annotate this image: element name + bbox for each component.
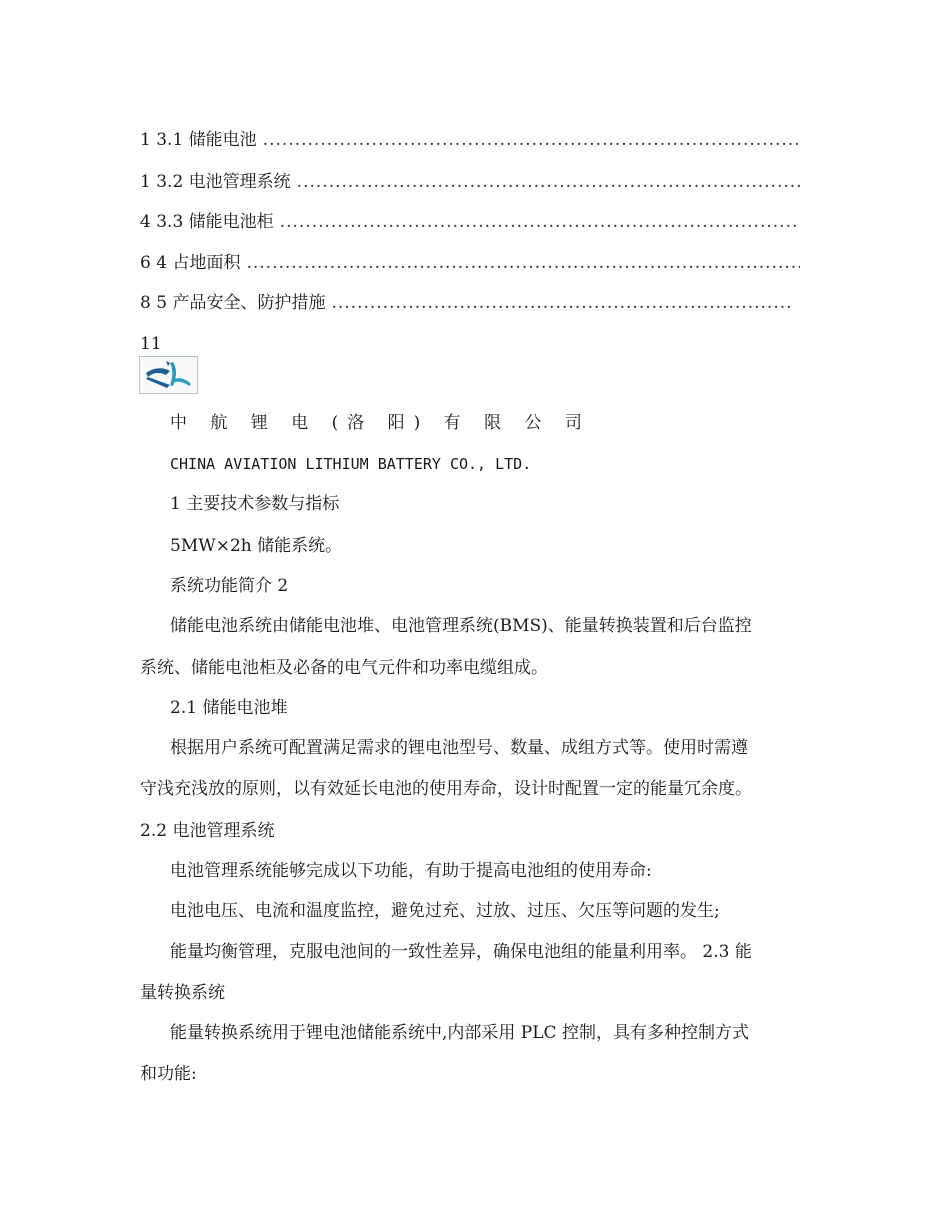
- paragraph-line: 能量转换系统用于锂电池储能系统中,内部采用 PLC 控制，具有多种控制方式: [170, 1023, 749, 1043]
- paragraph-line: 储能电池系统由储能电池堆、电池管理系统(BMS)、能量转换装置和后台监控: [170, 616, 752, 636]
- company-logo: [139, 356, 198, 394]
- company-name-en: CHINA AVIATION LITHIUM BATTERY CO., LTD.: [170, 455, 532, 473]
- paragraph-line: 和功能:: [140, 1064, 197, 1084]
- toc-entry[interactable]: [140, 129, 800, 151]
- toc-leader-dots: [297, 171, 800, 193]
- toc-entry[interactable]: [140, 252, 800, 274]
- toc-entry-text: 6 4 占地面积: [140, 253, 241, 273]
- paragraph-line: 守浅充浅放的原则，以有效延长电池的使用寿命，设计时配置一定的能量冗余度。: [140, 779, 752, 799]
- paragraph-line: 系统、储能电池柜及必备的电气元件和功率电缆组成。: [140, 658, 548, 678]
- toc-page-number: 11: [140, 334, 162, 354]
- toc-entry-text: 4 3.3 储能电池柜: [140, 212, 274, 232]
- toc-entry-text: 8 5 产品安全、防护措施: [140, 293, 326, 313]
- aviation-logo-icon: [140, 357, 197, 393]
- paragraph-line: 能量均衡管理，克服电池间的一致性差异，确保电池组的能量利用率。 2.3 能: [170, 942, 752, 962]
- paragraph-line: 电池管理系统能够完成以下功能，有助于提高电池组的使用寿命:: [170, 861, 652, 881]
- section-heading: 2.1 储能电池堆: [170, 698, 288, 718]
- toc-leader-dots: [246, 252, 800, 274]
- toc-entry[interactable]: [140, 211, 800, 233]
- company-name-cn: 中 航 锂 电 (洛 阳) 有 限 公 司: [170, 413, 591, 433]
- section-heading: 2.2 电池管理系统: [140, 821, 275, 841]
- toc-entry[interactable]: [140, 292, 790, 314]
- section-heading: 1 主要技术参数与指标: [170, 494, 340, 514]
- paragraph-line: 量转换系统: [140, 983, 225, 1003]
- toc-entry-text: 1 3.2 电池管理系统: [140, 172, 291, 192]
- section-heading: 系统功能简介 2: [170, 576, 289, 596]
- toc-leader-dots: [263, 129, 800, 151]
- toc-leader-dots: [331, 292, 790, 314]
- paragraph-line: 电池电压、电流和温度监控，避免过充、过放、过压、欠压等问题的发生;: [170, 901, 720, 921]
- paragraph-line: 5MW×2h 储能系统。: [170, 536, 343, 556]
- toc-entry[interactable]: [140, 171, 800, 193]
- paragraph-line: 根据用户系统可配置满足需求的锂电池型号、数量、成组方式等。使用时需遵: [170, 738, 748, 758]
- toc-leader-dots: [280, 211, 800, 233]
- toc-entry-text: 1 3.1 储能电池: [140, 130, 257, 150]
